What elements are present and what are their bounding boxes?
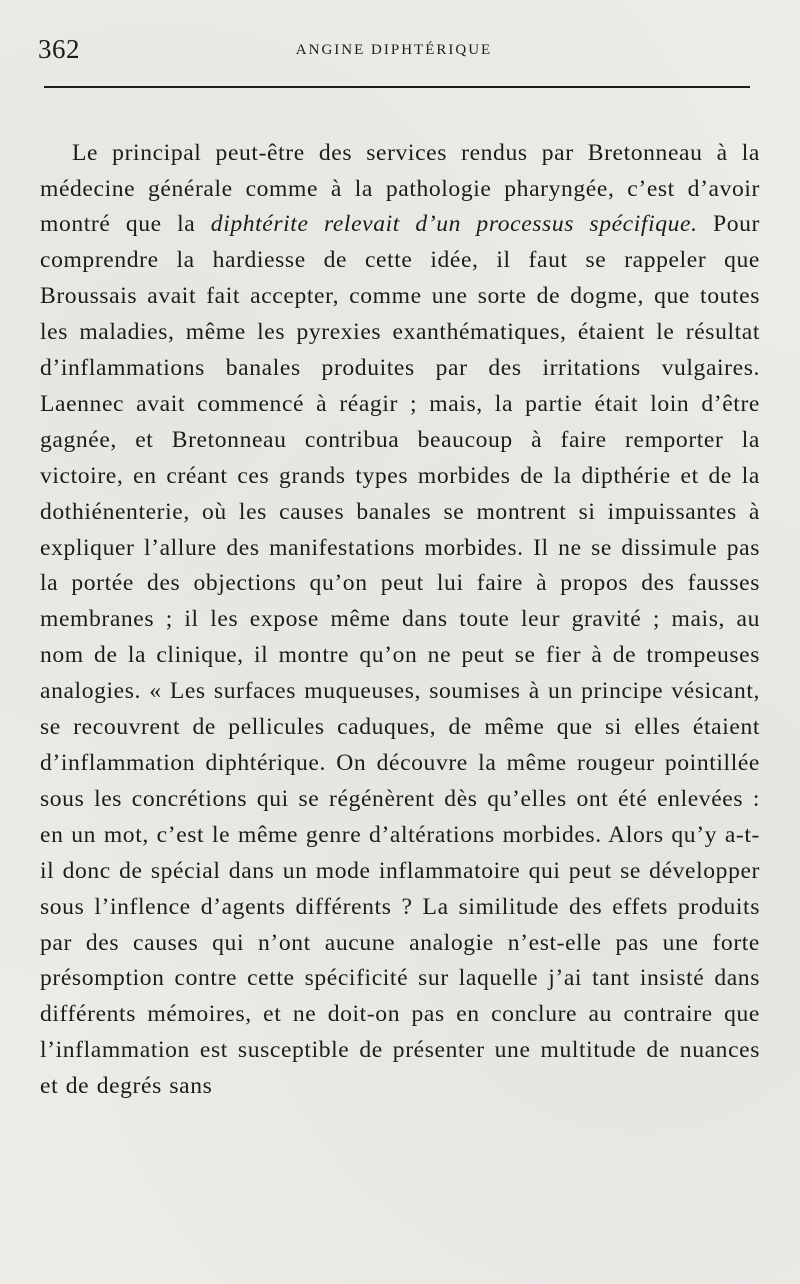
header-rule xyxy=(44,86,750,88)
page-header xyxy=(38,34,750,68)
paragraph-text-start: Le principal peut-être des services rendus par Bretonneau à la médecine générale comme à la pathologie pharyngée, c’est d’avoir montré que la xyxy=(40,139,760,238)
running-title: ANGINE DIPHTÉRIQUE xyxy=(295,42,493,58)
italic-phrase: diphtérite relevait d’un processus spécifique. xyxy=(210,211,698,238)
paragraph-text-continuation: Pour comprendre la hardiesse de cette idée, il faut se rappeler que Broussais avait fait accepter, comme une sorte de dogme, que toutes les maladies, même les pyrexies exanthématiques, étaient le résultat d’inflammations banales produites par des irritations vulgaires. Laennec avait commencé à réagir ; mais, la partie était loin d’être gagnée, et Bretonneau contribua beaucoup à faire remporter la victoire, en créant ces grands types morbides de la dipthérie et de la dothiénenterie, où les causes banales se montrent si impuissantes à expliquer l’allure des manifestations morbides. Il ne se dissimule pas la portée des objections qu’on peut lui faire à propos des fausses membranes ; il les expose même dans toute leur gravité ; mais, au nom de la clinique, il montre qu’on ne peut se fier à de trompeuses analogies. « Les surfaces muqueuses, soumises à un principe vésicant, se recouvrent de pellicules caduques, de même que si elles étaient d’inflammation diphtérique. On découvre la même rougeur pointillée sous les concrétions qui se régénèrent dès qu’elles ont été enlevées : en un mot, c’est le même genre d’altérations morbides. Alors qu’y a-t-il donc de spécial dans un mode inflammatoire qui peut se développer sous l’inflence d’agents différents ? La similitude des effets produits par des causes qui n’ont aucune analogie n’est-elle pas une forte présomption contre cette spécificité sur laquelle j’ai tant insisté dans différents mémoires, et ne doit-on pas en conclure au contraire que l’inflammation est susceptible de présenter une multitude de nuances et de degrés sans xyxy=(40,211,760,1100)
page-number: 362 xyxy=(38,34,80,64)
body-paragraph xyxy=(40,136,760,1105)
